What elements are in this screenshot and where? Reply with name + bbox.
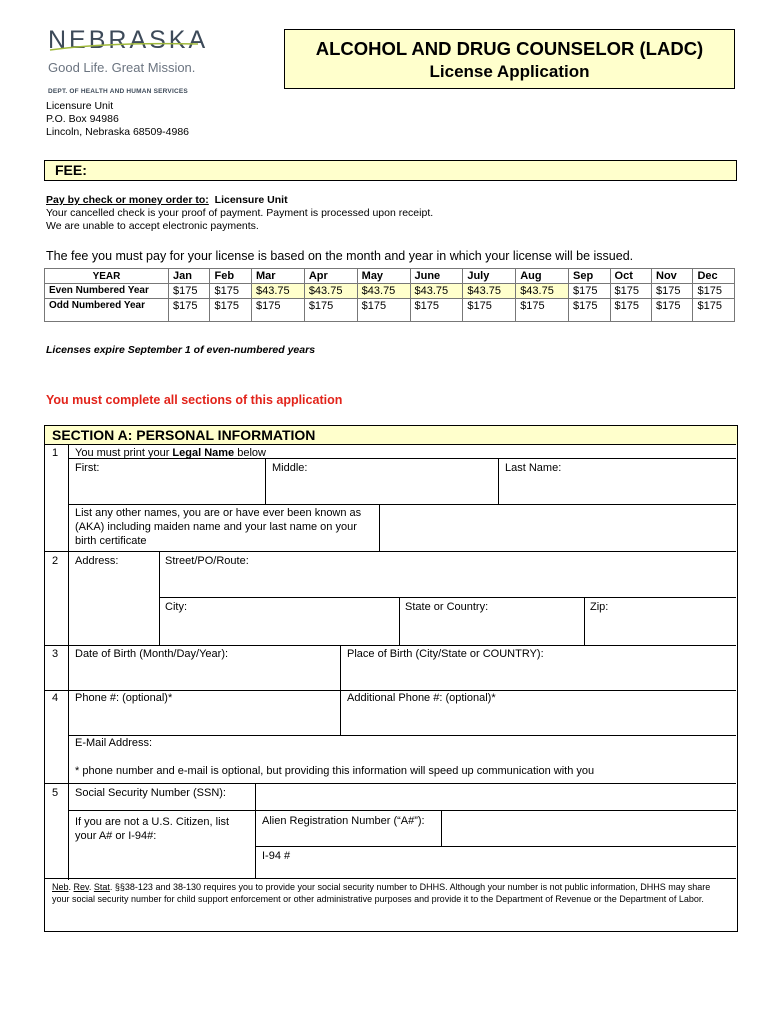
address-line: Licensure Unit [46, 100, 114, 112]
even-year-fee: $175 [693, 284, 735, 299]
odd-year-fee: $175 [516, 299, 569, 322]
grid-line [255, 846, 736, 847]
section-a [44, 425, 738, 932]
fee-table [44, 268, 735, 322]
fee-heading: FEE: [55, 162, 87, 178]
neb-abbr: Neb [52, 882, 69, 892]
month-header: June [410, 269, 463, 284]
grid-line [265, 458, 266, 504]
complete-all-warning: You must complete all sections of this application [46, 393, 343, 407]
even-year-fee: $43.75 [463, 284, 516, 299]
odd-year-fee: $175 [210, 299, 251, 322]
grid-line [340, 690, 341, 735]
even-year-fee: $43.75 [251, 284, 304, 299]
legal-name-instruction [75, 447, 266, 459]
first-name-field[interactable]: First: [75, 462, 100, 474]
ssn-statute-note: Neb. Rev. Stat. §§38-123 and 38-130 requires you to provide your social security number to DHHS. Although your number is not public information, DHHS may share your social security number for child support enforcement or other administrative purposes and provide it to the Department of Revenue or the Department of Labor. [52, 882, 711, 904]
month-header: Oct [610, 269, 651, 284]
optional-note: * phone number and e-mail is optional, but providing this information will speed up communication with you [75, 765, 595, 777]
fee-header [44, 160, 737, 181]
month-header: Aug [516, 269, 569, 284]
even-year-fee: $43.75 [357, 284, 410, 299]
phone2-field[interactable]: Additional Phone #: (optional)* [347, 692, 496, 704]
grid-line [159, 551, 160, 646]
month-header: Dec [693, 269, 735, 284]
grid-line [498, 458, 499, 504]
state-field[interactable]: State or Country: [405, 601, 489, 613]
grid-line [44, 783, 736, 784]
grid-line [441, 810, 442, 846]
instruction-text: below [234, 447, 266, 459]
row-number: 3 [52, 648, 59, 660]
odd-year-fee: $175 [610, 299, 651, 322]
row-number: 2 [52, 555, 59, 567]
even-year-fee: $175 [652, 284, 693, 299]
even-year-fee: $175 [610, 284, 651, 299]
statute-text: . §§38-123 and 38-130 requires you to provide your social security number to DHHS. Although your number is not public information, DHHS may share your social security number for child support enforcement or other administrative purposes and provide it to the Department of Revenue or the Department of Labor. [52, 882, 711, 904]
middle-name-field[interactable]: Middle: [272, 462, 308, 474]
even-year-fee: $43.75 [304, 284, 357, 299]
phone-field[interactable]: Phone #: (optional)* [75, 692, 173, 704]
stat-abbr: Stat [93, 882, 110, 892]
odd-year-fee: $175 [569, 299, 610, 322]
even-year-fee: $175 [569, 284, 610, 299]
odd-year-fee: $175 [693, 299, 735, 322]
i94-field[interactable]: I-94 # [262, 850, 291, 862]
logo-swoosh-icon [48, 40, 208, 54]
payment-note: Your cancelled check is your proof of payment. Payment is processed upon receipt. [46, 207, 434, 219]
fee-sentence: The fee you must pay for your license is based on the month and year in which your license will be issued. [46, 249, 634, 263]
address-line: P.O. Box 94986 [46, 113, 119, 125]
grid-line [584, 597, 585, 646]
section-a-heading: SECTION A: PERSONAL INFORMATION [52, 427, 316, 443]
row-number: 1 [52, 447, 59, 459]
even-year-label: Even Numbered Year [45, 284, 169, 299]
aka-label: List any other names, you are or have ever been known as (AKA) including maiden name and your last name on your birth certificate [75, 507, 362, 547]
grid-line [255, 783, 256, 878]
odd-year-fee: $175 [652, 299, 693, 322]
odd-year-label: Odd Numbered Year [45, 299, 169, 322]
legal-name-bold: Legal Name [172, 447, 235, 459]
grid-line [159, 597, 736, 598]
payment-instructions [46, 194, 433, 233]
month-header: Sep [569, 269, 610, 284]
rev-abbr: Rev [73, 882, 89, 892]
odd-year-fee: $175 [357, 299, 410, 322]
grid-line [68, 810, 736, 811]
grid-line [44, 645, 736, 646]
zip-field[interactable]: Zip: [590, 601, 609, 613]
grid-line [44, 444, 736, 445]
logo-tagline: Good Life. Great Mission. [48, 60, 196, 75]
email-field[interactable]: E-Mail Address: [75, 737, 153, 749]
form-title: ALCOHOL AND DRUG COUNSELOR (LADC) [315, 38, 704, 59]
alien-number-field[interactable]: Alien Registration Number (“A#”): [262, 815, 425, 827]
grid-line [399, 597, 400, 646]
month-header: July [463, 269, 516, 284]
even-year-fee: $43.75 [516, 284, 569, 299]
grid-line [44, 690, 736, 691]
expiration-note: Licenses expire September 1 of even-numbered years [46, 344, 316, 356]
month-header: Nov [652, 269, 693, 284]
form-subtitle: License Application [429, 62, 590, 81]
odd-year-fee: $175 [251, 299, 304, 322]
grid-line [340, 645, 341, 690]
mailing-address [46, 100, 189, 139]
pay-to: Licensure Unit [214, 194, 288, 206]
aka-field[interactable] [380, 504, 735, 552]
city-field[interactable]: City: [165, 601, 187, 613]
month-header: Jan [169, 269, 210, 284]
electronic-note: We are unable to accept electronic payments. [46, 220, 259, 232]
address-label: Address: [75, 555, 119, 567]
nebraska-logo: NEBRASKA [48, 26, 209, 54]
year-header: YEAR [45, 269, 169, 284]
odd-year-fee: $175 [304, 299, 357, 322]
pay-label: Pay by check or money order to: [46, 194, 209, 206]
month-header: Feb [210, 269, 251, 284]
non-citizen-label: If you are not a U.S. Citizen, list your A# or I-94#: [75, 816, 230, 842]
odd-year-fee: $175 [463, 299, 516, 322]
month-header: Mar [251, 269, 304, 284]
ssn-field[interactable]: Social Security Number (SSN): [75, 787, 226, 799]
pob-field[interactable]: Place of Birth (City/State or COUNTRY): [347, 648, 544, 660]
instruction-text: You must print your [75, 447, 173, 459]
grid-line [44, 878, 736, 879]
grid-line [68, 444, 69, 880]
grid-line [68, 735, 736, 736]
address-line: Lincoln, Nebraska 68509-4986 [46, 126, 190, 138]
dept-name: DEPT. OF HEALTH AND HUMAN SERVICES [48, 88, 188, 95]
month-header: Apr [304, 269, 357, 284]
section-a-header [44, 425, 738, 445]
row-number: 4 [52, 692, 59, 704]
last-name-field[interactable]: Last Name: [505, 462, 562, 474]
even-year-fee: $175 [169, 284, 210, 299]
row-number: 5 [52, 787, 59, 799]
dob-field[interactable]: Date of Birth (Month/Day/Year): [75, 648, 229, 660]
title-box [284, 29, 735, 89]
street-field[interactable]: Street/PO/Route: [165, 555, 249, 567]
even-year-fee: $43.75 [410, 284, 463, 299]
month-header: May [357, 269, 410, 284]
odd-year-fee: $175 [169, 299, 210, 322]
odd-year-fee: $175 [410, 299, 463, 322]
even-year-fee: $175 [210, 284, 251, 299]
